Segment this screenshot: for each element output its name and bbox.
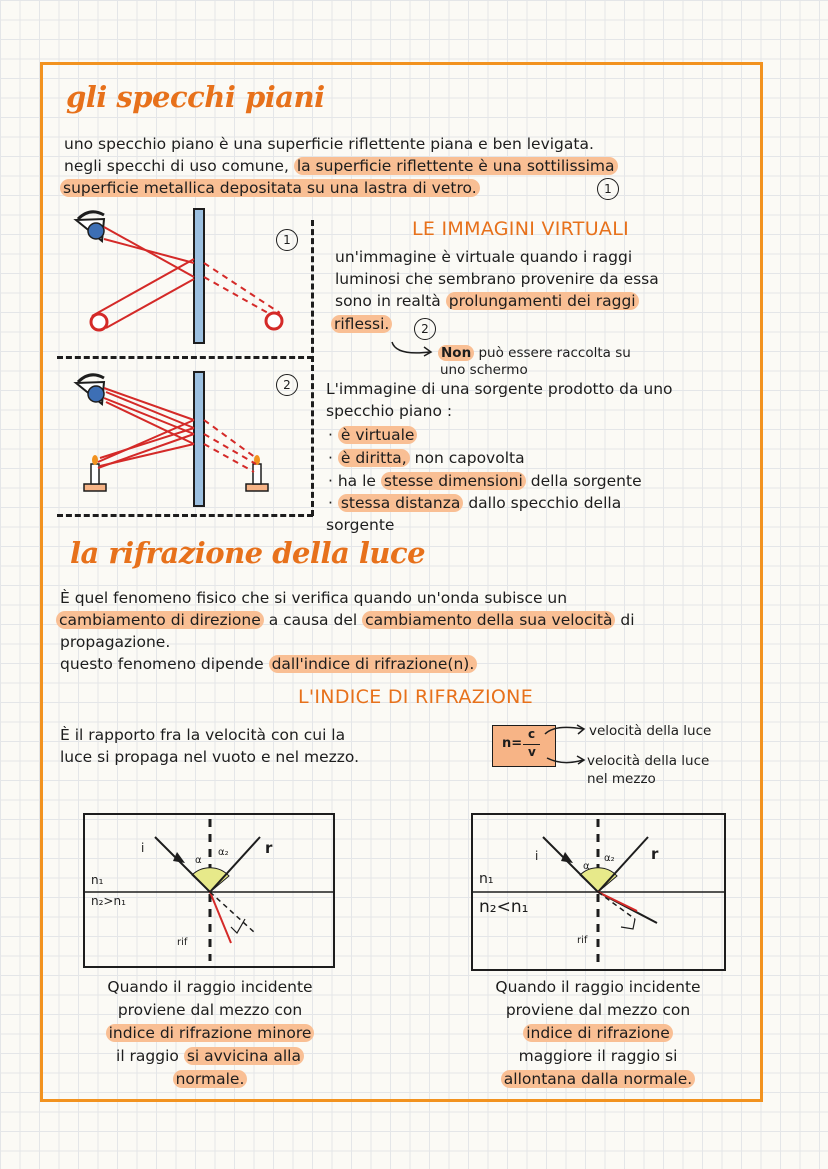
refraction-line3: propagazione. (60, 633, 171, 651)
image-props-bullet-2: · è diritta, non capovolta (328, 449, 525, 467)
virtual-line1: un'immagine è virtuale quando i raggi (335, 248, 633, 266)
dashed-divider-vertical (311, 220, 314, 516)
label-rif-right: rif (577, 935, 588, 946)
label-alpha-right: α (583, 861, 590, 872)
image-props-line2: specchio piano : (326, 402, 453, 420)
virtual-line4: riflessi. (331, 313, 392, 335)
label-alpha-left: α (195, 855, 202, 866)
refraction-line1: È quel fenomeno fisico che si verifica quando un'onda subisce un (60, 589, 568, 607)
image-props-bullet-3: · ha le stesse dimensioni della sorgente (328, 472, 642, 490)
image-props-line1: L'immagine di una sorgente prodotto da uno (326, 380, 673, 398)
label-cond-right: n₂<n₁ (479, 897, 529, 917)
label-i-right: i (535, 849, 539, 863)
refraction-index-heading: L'INDICE DI RIFRAZIONE (298, 686, 533, 708)
image-props-bullet-4: · stessa distanza dallo specchio della (328, 494, 622, 512)
label-i-left: i (141, 841, 145, 855)
mirror-diagram-1 (70, 205, 290, 345)
refraction-diagram-left (83, 813, 335, 968)
caption-right-line5: allontana dalla normale. (458, 1068, 738, 1091)
caption-left-line3: indice di rifrazione minore (70, 1022, 350, 1045)
caption-left-line2: proviene dal mezzo con (117, 1001, 303, 1019)
index-def-line2: luce si propaga nel vuoto e nel mezzo. (60, 748, 360, 766)
image-props-bullet-1: · è virtuale (328, 424, 417, 446)
image-props-bullet-4-line2: sorgente (326, 516, 395, 534)
caption-right-line2: proviene dal mezzo con (505, 1001, 691, 1019)
virtual-images-heading: LE IMMAGINI VIRTUALI (412, 218, 629, 240)
caption-left-line5: normale. (70, 1068, 350, 1091)
caption-right (458, 976, 738, 1091)
refraction-diagram-right (471, 813, 726, 971)
caption-left (70, 976, 350, 1091)
caption-right-line4: maggiore il raggio si (518, 1047, 678, 1065)
label-v-line2: nel mezzo (587, 771, 656, 787)
mirrors-intro-line1: uno specchio piano è una superficie riflettente piana e ben levigata. (64, 135, 594, 153)
caption-right-line1: Quando il raggio incidente (495, 978, 701, 996)
refraction-line4: questo fenomeno dipende dall'indice di rifrazione(n). (60, 653, 477, 675)
formula-v: v (528, 745, 536, 759)
section-title-mirrors: gli specchi piani (66, 80, 325, 114)
mirror-diagram-2 (70, 368, 290, 508)
label-n1-right: n₁ (479, 871, 494, 887)
note-arrow-icon (390, 340, 440, 360)
refraction-line2: cambiamento di direzione a causa del cambiamento della sua velocità di (56, 609, 635, 631)
section-title-refraction: la rifrazione della luce (70, 536, 426, 570)
formula-n: n= (502, 736, 523, 751)
virtual-line3: sono in realtà prolungamenti dei raggi (335, 290, 639, 312)
label-c: velocità della luce (589, 723, 712, 739)
formula-c: c (528, 727, 536, 741)
circle-marker-diagram-2: 2 (276, 374, 298, 396)
circle-marker-1: 1 (597, 178, 619, 200)
mirrors-intro-line3: superficie metallica depositata su una lastra di vetro. (60, 177, 480, 199)
index-def-line1: È il rapporto fra la velocità con cui la (60, 726, 346, 744)
label-alpha2-right: α₂ (604, 853, 615, 864)
caption-right-line3: indice di rifrazione (458, 1022, 738, 1045)
circle-marker-2: 2 (414, 318, 436, 340)
caption-left-line1: Quando il raggio incidente (107, 978, 313, 996)
label-n1-left: n₁ (91, 873, 104, 887)
caption-left-line4: il raggio si avvicina alla (70, 1045, 350, 1068)
dashed-divider-bottom (57, 514, 313, 517)
label-r-left: r (265, 839, 273, 857)
virtual-note: Non può essere raccolta su (438, 344, 631, 363)
label-cond-left: n₂>n₁ (91, 894, 126, 908)
dashed-divider-middle (57, 356, 313, 359)
label-v-line1: velocità della luce (587, 753, 710, 769)
label-r-right: r (651, 845, 659, 863)
virtual-note-line2: uno schermo (440, 362, 528, 378)
label-alpha2-left: α₂ (218, 847, 229, 858)
virtual-line2: luminosi che sembrano provenire da essa (335, 270, 659, 288)
mirrors-intro-line2: negli specchi di uso comune, la superficie riflettente è una sottilissima (64, 155, 618, 177)
circle-marker-diagram-1: 1 (276, 229, 298, 251)
label-rif-left: rif (177, 937, 188, 948)
